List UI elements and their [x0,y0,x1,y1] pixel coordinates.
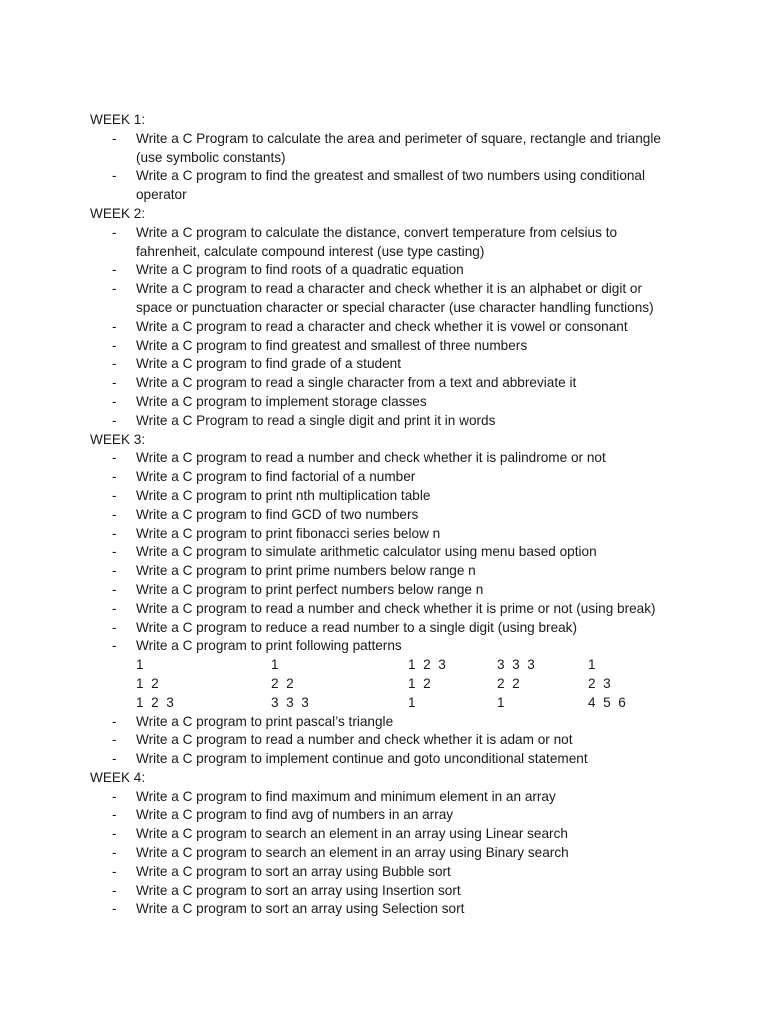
list-item [90,224,690,262]
bullet-dash: - [112,281,117,297]
bullet-dash: - [112,168,117,184]
list-item-text: Write a C program to sort an array using Selection sort [136,901,465,917]
bullet-dash: - [112,337,117,353]
list-item-text: Write a C program to print pascal’s triangle [136,713,394,729]
list-item-text: Write a C program to reduce a read number to a single digit (using break) [136,619,578,635]
list-item [90,261,690,280]
list-item-text: Write a C program to calculate the distance, convert temperature from celsius to fahrenheit, calculate compound interest (use type casting) [136,224,618,259]
list-item-text: Write a C Program to calculate the area and perimeter of square, rectangle and triangle (use symbolic constants) [136,130,661,165]
list-item-text: Write a C program to read a number and check whether it is adam or not [136,732,573,748]
list-item [90,750,690,769]
bullet-dash: - [112,262,117,278]
list-item [90,412,690,431]
bullet-dash: - [112,525,117,541]
list-item-text: Write a C program to implement continue and goto unconditional statement [136,751,588,767]
bullet-dash: - [112,845,117,861]
pattern-row: 1 2 3 [408,657,446,673]
bullet-dash: - [112,863,117,879]
bullet-dash: - [112,619,117,635]
bullet-dash: - [112,318,117,334]
list-item-text: Write a C program to sort an array using Bubble sort [136,863,451,879]
pattern-row: 2 3 [588,675,611,691]
list-item [90,318,690,337]
list-item-text: Write a C program to find greatest and smallest of three numbers [136,337,528,353]
list-item [90,506,690,525]
week-heading: WEEK 2: [90,205,146,221]
list-item [90,393,690,412]
list-item-text: Write a C program to print perfect numbers below range n [136,581,484,597]
bullet-dash: - [112,375,117,391]
bullet-dash: - [112,732,117,748]
list-item-text: Write a C Program to read a single digit and print it in words [136,412,496,428]
bullet-dash: - [112,506,117,522]
list-item [90,525,690,544]
bullet-dash: - [112,393,117,409]
list-item [90,900,690,919]
pattern-column [136,656,174,712]
pattern-column [271,656,309,712]
week-heading: WEEK 1: [90,112,146,127]
pattern-row: 1 [408,694,416,710]
list-item [90,355,690,374]
bullet-dash: - [112,788,117,804]
list-item [90,167,690,205]
pattern-column [588,656,626,712]
bullet-dash: - [112,563,117,579]
list-item-text: Write a C program to read a character and check whether it is vowel or consonant [136,318,628,334]
bullet-dash: - [112,713,117,729]
bullet-dash: - [112,581,117,597]
pattern-row: 1 [588,657,596,673]
list-item-text: Write a C program to print nth multiplication table [136,487,431,503]
week-2-list [90,224,690,431]
list-item [90,863,690,882]
pattern-row: 1 [497,694,505,710]
bullet-dash: - [112,901,117,917]
list-item [90,337,690,356]
bullet-dash: - [112,600,117,616]
week-1-list [90,130,690,205]
week-heading: WEEK 4: [90,769,146,785]
list-item-text: Write a C program to find GCD of two numbers [136,506,419,522]
list-item-text: Write a C program to find the greatest and smallest of two numbers using conditional operator [136,168,646,203]
bullet-dash: - [112,412,117,428]
bullet-dash: - [112,356,117,372]
list-item-text: Write a C program to find grade of a student [136,356,401,372]
list-item-text: Write a C program to simulate arithmetic calculator using menu based option [136,544,597,560]
bullet-dash: - [112,224,117,240]
pattern-row: 3 3 3 [271,694,309,710]
bullet-dash: - [112,807,117,823]
week-3-list-continued [90,713,690,769]
list-item [90,562,690,581]
list-item-text: Write a C program to find maximum and minimum element in an array [136,788,556,804]
patterns-block [136,656,690,712]
week-4-list [90,788,690,920]
list-item [90,713,690,732]
list-item-text: Write a C program to print prime numbers below range n [136,563,476,579]
list-item-text: Write a C program to find roots of a quadratic equation [136,262,464,278]
list-item [90,825,690,844]
list-item-text: Write a C program to search an element in an array using Binary search [136,845,569,861]
bullet-dash: - [112,544,117,560]
list-item [90,487,690,506]
list-item [90,130,690,168]
list-item-text: Write a C program to read a number and check whether it is palindrome or not [136,450,606,466]
bullet-dash: - [112,487,117,503]
list-item [90,581,690,600]
list-item-text: Write a C program to read a number and check whether it is prime or not (using break) [136,600,656,616]
list-item [90,468,690,487]
pattern-row: 1 2 [408,675,431,691]
pattern-row: 1 2 3 [136,694,174,710]
list-item-text: Write a C program to find avg of numbers in an array [136,807,454,823]
week-heading: WEEK 3: [90,431,146,447]
list-item [90,600,690,619]
bullet-dash: - [112,638,117,654]
list-item [90,449,690,468]
list-item-text: Write a C program to print following patterns [136,638,402,654]
list-item-text: Write a C program to read a single character from a text and abbreviate it [136,375,577,391]
pattern-row: 1 [136,657,144,673]
pattern-row: 2 2 [497,675,520,691]
bullet-dash: - [112,751,117,767]
list-item [90,788,690,807]
bullet-dash: - [112,450,117,466]
list-item-text: Write a C program to find factorial of a number [136,469,416,485]
list-item [90,806,690,825]
list-item [90,280,690,318]
list-item [90,731,690,750]
list-item [90,844,690,863]
list-item [90,374,690,393]
pattern-row: 3 3 3 [497,657,535,673]
bullet-dash: - [112,882,117,898]
list-item [90,882,690,901]
list-item [90,619,690,638]
list-item [90,637,690,656]
document-content [90,111,690,919]
list-item-text: Write a C program to sort an array using Insertion sort [136,882,461,898]
bullet-dash: - [112,469,117,485]
pattern-row: 1 2 [136,675,159,691]
week-3-list [90,449,690,656]
list-item-text: Write a C program to implement storage classes [136,393,427,409]
pattern-row: 1 [271,657,279,673]
bullet-dash: - [112,826,117,842]
list-item-text: Write a C program to read a character and check whether it is an alphabet or digit or space or punctuation character or special character (use character handling functions) [136,281,654,315]
pattern-row: 2 2 [271,675,294,691]
pattern-column [497,656,535,712]
list-item [90,543,690,562]
list-item-text: Write a C program to print fibonacci series below n [136,525,441,541]
pattern-row: 4 5 6 [588,694,626,710]
list-item-text: Write a C program to search an element in an array using Linear search [136,826,568,842]
bullet-dash: - [112,130,117,146]
pattern-column [408,656,446,712]
